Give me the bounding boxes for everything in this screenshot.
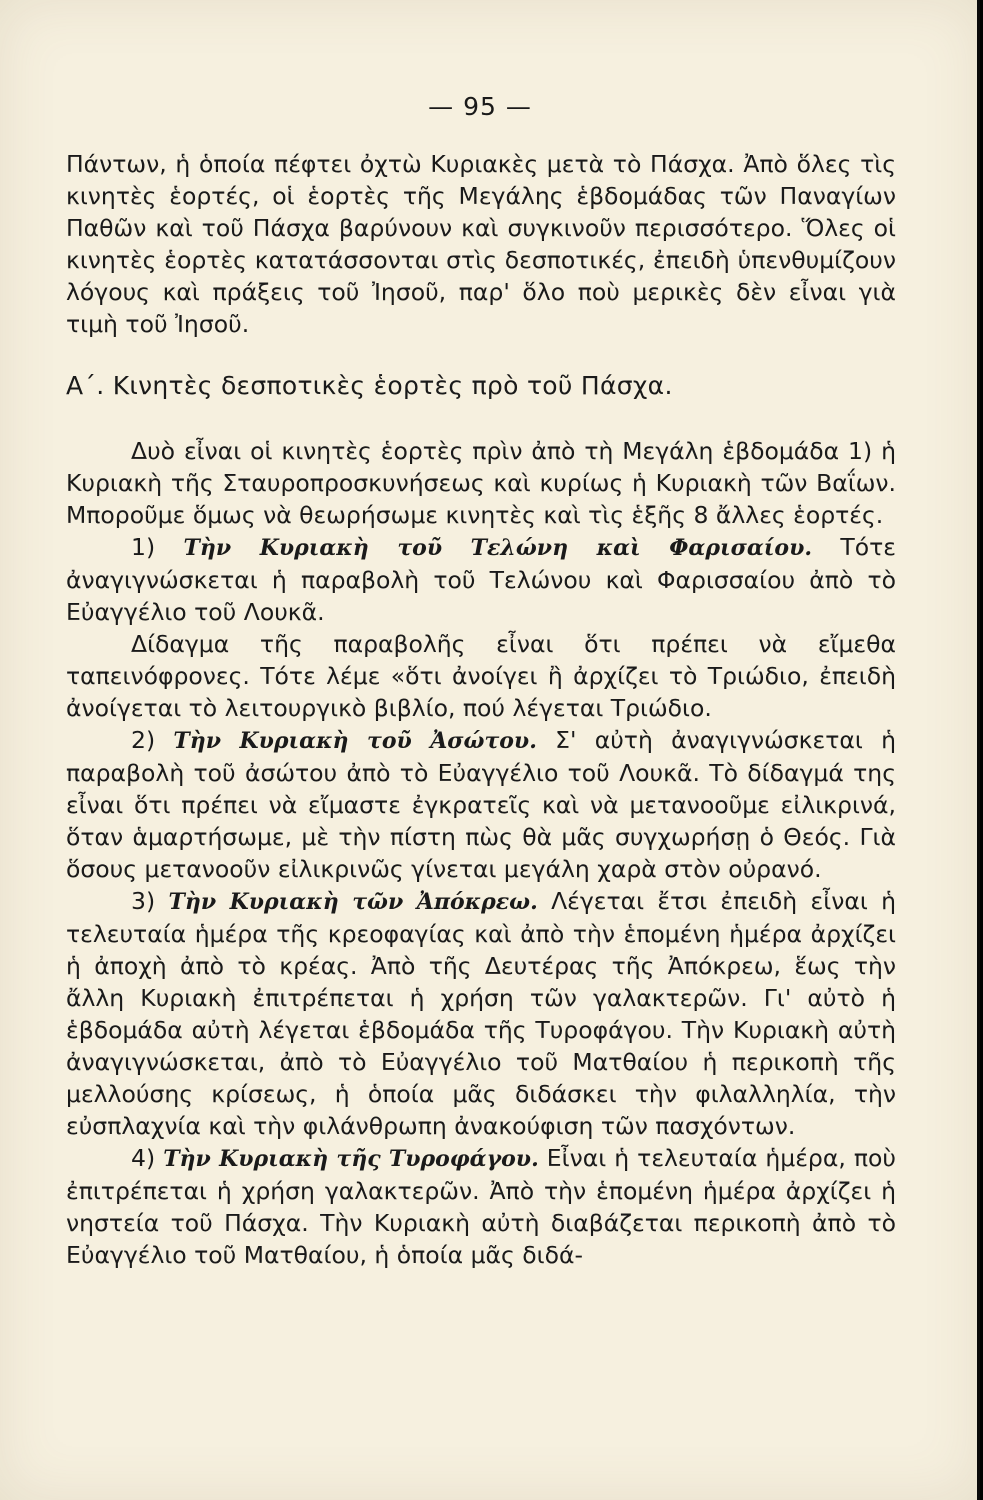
item-number: 3)	[131, 887, 169, 915]
paragraph-text: Εἶναι ἡ τελευταία ἡμέρα, ποὺ ἐπιτρέπεται ἡ χρήση γαλακτερῶν. Ἀπὸ τὴν ἑπομένη ἡμέρα ἀρχίζει ἡ νηστεία τοῦ Πάσχα. Τὴν Κυριακὴ αὐτὴ διαβάζεται περικοπὴ ἀπὸ τὸ Εὐαγγέλιο τοῦ Ματθαίου, ἡ ὁποία μᾶς διδά-	[66, 1144, 896, 1269]
item-number: 1)	[131, 533, 184, 561]
section-heading: Α΄. Κινητὲς δεσποτικὲς ἑορτὲς πρὸ τοῦ Πάσχα.	[66, 371, 673, 400]
paragraph-text: Δίδαγμα τῆς παραβολῆς εἶναι ὅτι πρέπει νὰ εἴμεθα ταπεινόφρονες. Τότε λέμε «ὅτι ἀνοίγει ἢ ἀρχίζει τὸ Τριώδιο, ἐπειδὴ ἀνοίγεται τὸ λειτουργικὸ βιβλίο, πού λέγεται Τριώδιο.	[66, 630, 896, 722]
page-body	[66, 148, 896, 1271]
paragraph-item-2	[66, 724, 896, 885]
item-number: 4)	[131, 1144, 164, 1172]
item-title: Τὴν Κυριακὴ τῶν Ἀπόκρεω.	[168, 889, 538, 915]
paragraph-text: Τότε ἀναγιγνώσκεται ἡ παραβολὴ τοῦ Τελώνου καὶ Φαρισσαίου ἀπὸ τὸ Εὐαγγέλιο τοῦ Λουκᾶ.	[66, 533, 896, 626]
paragraph-overview	[66, 435, 896, 531]
item-title: Τὴν Κυριακὴ τοῦ Ἀσώτου.	[173, 728, 537, 754]
paragraph-item-4	[66, 1142, 896, 1271]
paragraph-text: Λέγεται ἔτσι ἐπειδὴ εἶναι ἡ τελευταία ἡμέρα τῆς κρεοφαγίας καὶ ἀπὸ τὴν ἑπομένη ἡμέρα ἀρχίζει ἡ ἀποχὴ ἀπὸ τὸ κρέας. Ἀπὸ τῆς Δευτέρας τῆς Ἀπόκρεω, ἕως τὴν ἄλλη Κυριακὴ ἐπιτρέπεται ἡ χρήση τῶν γαλακτερῶν. Γι' αὐτὸ ἡ ἑβδομάδα αὐτὴ λέγεται ἑβδομάδα τῆς Τυροφάγου. Τὴν Κυριακὴ αὐτὴ ἀναγιγνώσκεται, ἀπὸ τὸ Εὐαγγέλιο τοῦ Ματθαίου ἡ περικοπὴ τῆς μελλούσης κρίσεως, ἡ ὁποία μᾶς διδάσκει τὴν φιλαλληλία, τὴν εὐσπλαχνία καὶ τὴν φιλάνθρωπη ἀνακούφιση τῶν πασχόντων.	[66, 887, 897, 1140]
paragraph-text: Δυὸ εἶναι οἱ κινητὲς ἑορτὲς πρὶν ἀπὸ τὴ Μεγάλη ἑβδομάδα 1) ἡ Κυριακὴ τῆς Σταυροπροσκυνήσεως καὶ κυρίως ἡ Κυριακὴ τῶν Βαΐων. Μποροῦμε ὅμως νὰ θεωρήσωμε κινητὲς καὶ τὶς ἑξῆς 8 ἄλλες ἑορτές.	[66, 437, 896, 529]
item-number: 2)	[131, 726, 174, 754]
paragraph-text: Σ' αὐτὴ ἀναγιγνώσκεται ἡ παραβολὴ τοῦ ἀσώτου ἀπὸ τὸ Εὐαγγέλιο τοῦ Λουκᾶ. Τὸ δίδαγμά της εἶναι ὅτι πρέπει νὰ εἴμαστε ἐγκρατεῖς καὶ νὰ μετανοοῦμε εἰλικρινά, ὅταν ἁμαρτήσωμε, μὲ τὴν πίστη πὼς θὰ μᾶς συγχωρήσῃ ὁ Θεός. Γιὰ ὅσους μετανοοῦν εἰλικρινῶς γίνεται μεγάλη χαρὰ στὸν οὐρανό.	[66, 726, 896, 883]
item-title: Τὴν Κυριακὴ τοῦ Τελώνη καὶ Φαρισαίου.	[183, 535, 813, 561]
paragraph-item-1	[66, 531, 896, 628]
paragraph-lesson	[66, 628, 896, 724]
item-title: Τὴν Κυριακὴ τῆς Τυροφάγου.	[163, 1146, 539, 1172]
intro-paragraph: Πάντων, ἡ ὁποία πέφτει ὀχτὼ Κυριακὲς μετὰ τὸ Πάσχα. Ἀπὸ ὅλες τὶς κινητὲς ἑορτές, οἱ ἑορτὲς τῆς Μεγάλης ἑβδομάδας τῶν Παναγίων Παθῶν καὶ τοῦ Πάσχα βαρύνουν καὶ συγκινοῦν περισσότερο. Ὅλες οἱ κινητὲς ἑορτὲς κατατάσσονται στὶς δεσποτικές, ἐπειδὴ ὑπενθυμίζουν λόγους καὶ πράξεις τοῦ Ἰησοῦ, παρ' ὅλο ποὺ μερικὲς δὲν εἶναι γιὰ τιμὴ τοῦ Ἰησοῦ.	[66, 150, 896, 338]
paragraph-item-3	[66, 885, 896, 1142]
page-number: — 95 —	[428, 92, 532, 121]
page-edge	[977, 0, 980, 1500]
